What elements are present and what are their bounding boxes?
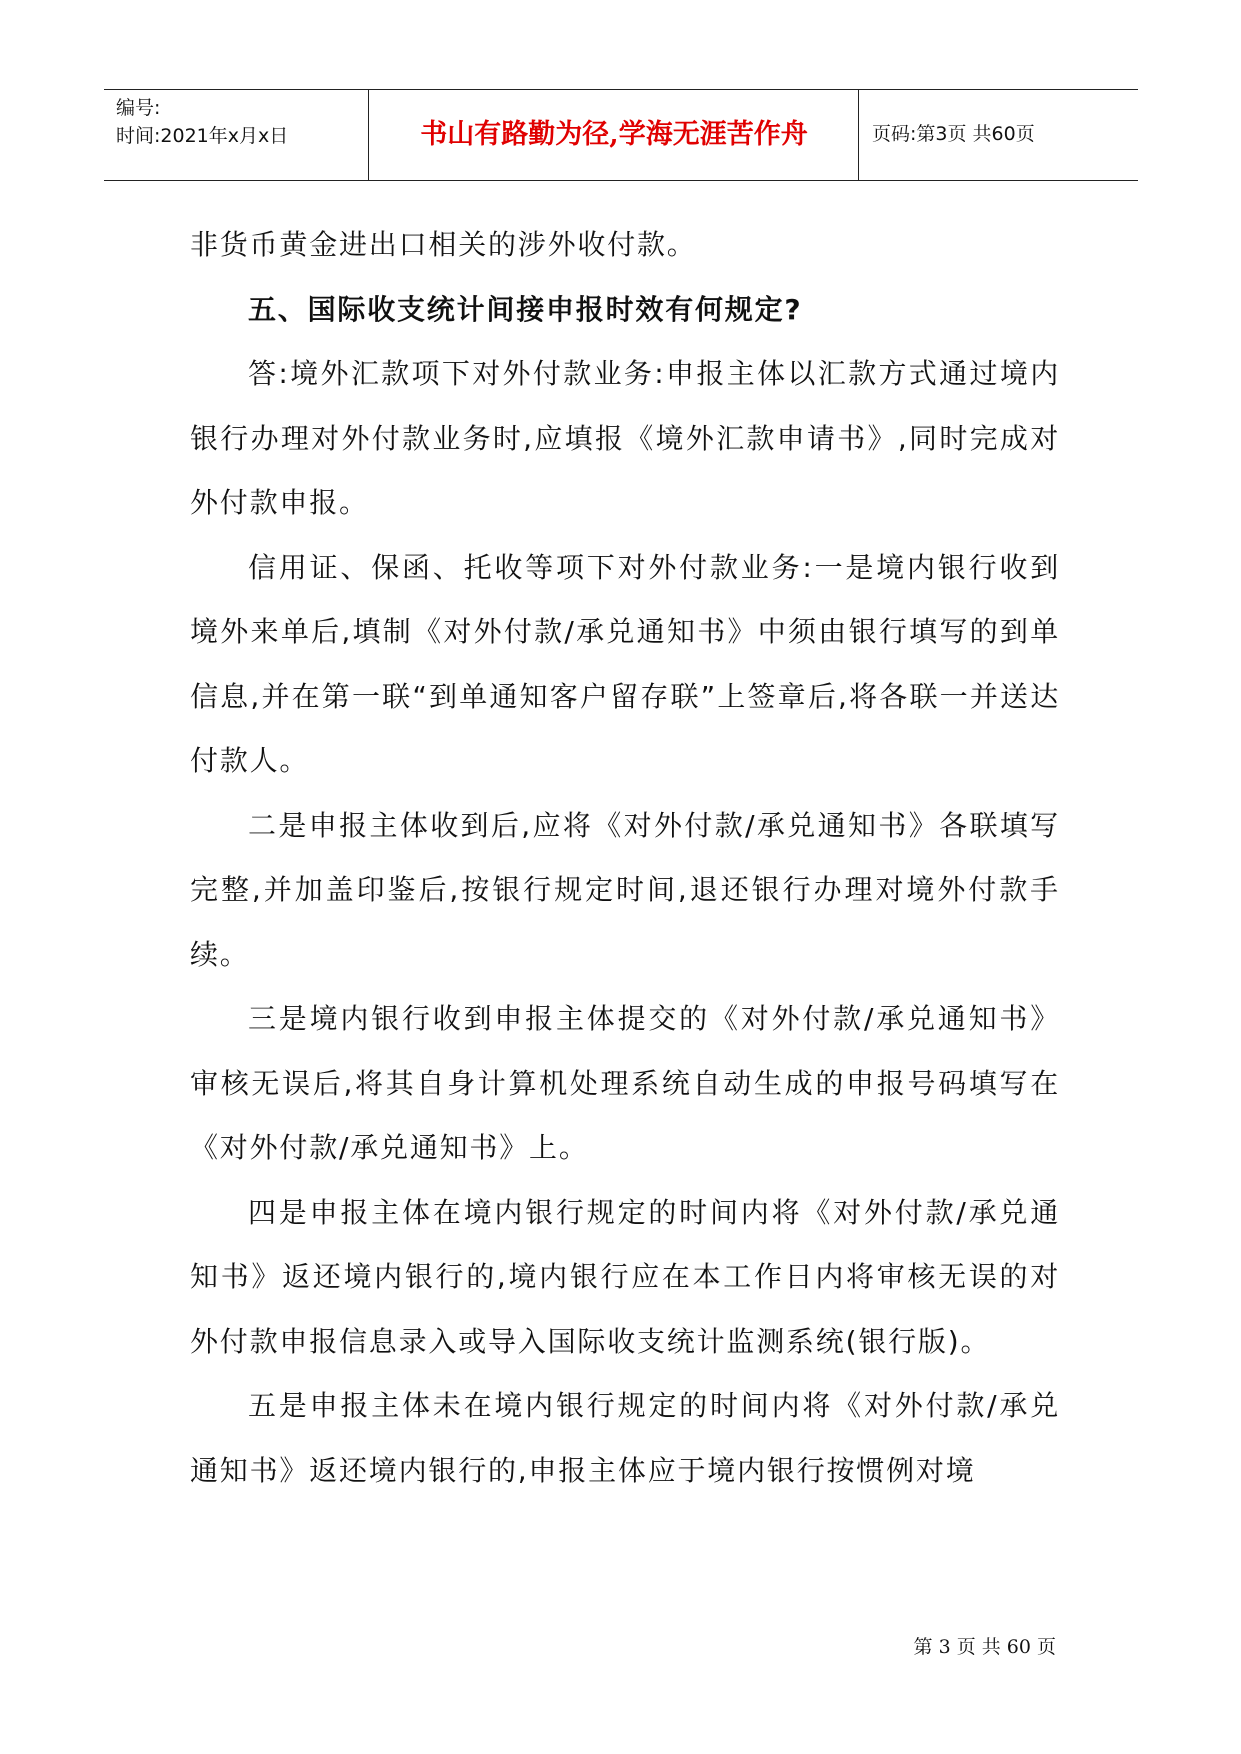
section-heading: 五、国际收支统计间接申报时效有何规定? bbox=[248, 292, 803, 326]
document-body bbox=[190, 213, 1060, 1503]
header-page-number: 页码:第3页 共60页 bbox=[872, 123, 1035, 145]
paragraph: 信用证、保函、托收等项下对外付款业务:一是境内银行收到境外来单后,填制《对外付款/承兑通知书》中须由银行填写的到单信息,并在第一联“到单通知客户留存联”上签章后,将各联一并送达付款人。 bbox=[190, 550, 1060, 777]
header-divider bbox=[368, 90, 369, 180]
document-date: 时间:2021年x月x日 bbox=[116, 125, 289, 147]
paragraph: 三是境内银行收到申报主体提交的《对外付款/承兑通知书》审核无误后,将其自身计算机处理系统自动生成的申报号码填写在《对外付款/承兑通知书》上。 bbox=[190, 1002, 1060, 1164]
paragraph: 非货币黄金进出口相关的涉外收付款。 bbox=[190, 228, 697, 261]
document-code-label: 编号: bbox=[116, 97, 161, 119]
footer-page-number: 第 3 页 共 60 页 bbox=[913, 1636, 1056, 1658]
header-divider bbox=[858, 90, 859, 180]
paragraph: 四是申报主体在境内银行规定的时间内将《对外付款/承兑通知书》返还境内银行的,境内银行应在本工作日内将审核无误的对外付款申报信息录入或导入国际收支统计监测系统(银行版)。 bbox=[190, 1195, 1060, 1358]
header-motto: 书山有路勤为径,学海无涯苦作舟 bbox=[420, 119, 808, 150]
page-header bbox=[104, 89, 1138, 181]
paragraph: 二是申报主体收到后,应将《对外付款/承兑通知书》各联填写完整,并加盖印鉴后,按银行规定时间,退还银行办理对境外付款手续。 bbox=[190, 808, 1060, 971]
paragraph: 答:境外汇款项下对外付款业务:申报主体以汇款方式通过境内银行办理对外付款业务时,应填报《境外汇款申请书》,同时完成对外付款申报。 bbox=[190, 357, 1060, 519]
paragraph: 五是申报主体未在境内银行规定的时间内将《对外付款/承兑通知书》返还境内银行的,申报主体应于境内银行按惯例对境 bbox=[190, 1389, 1060, 1487]
